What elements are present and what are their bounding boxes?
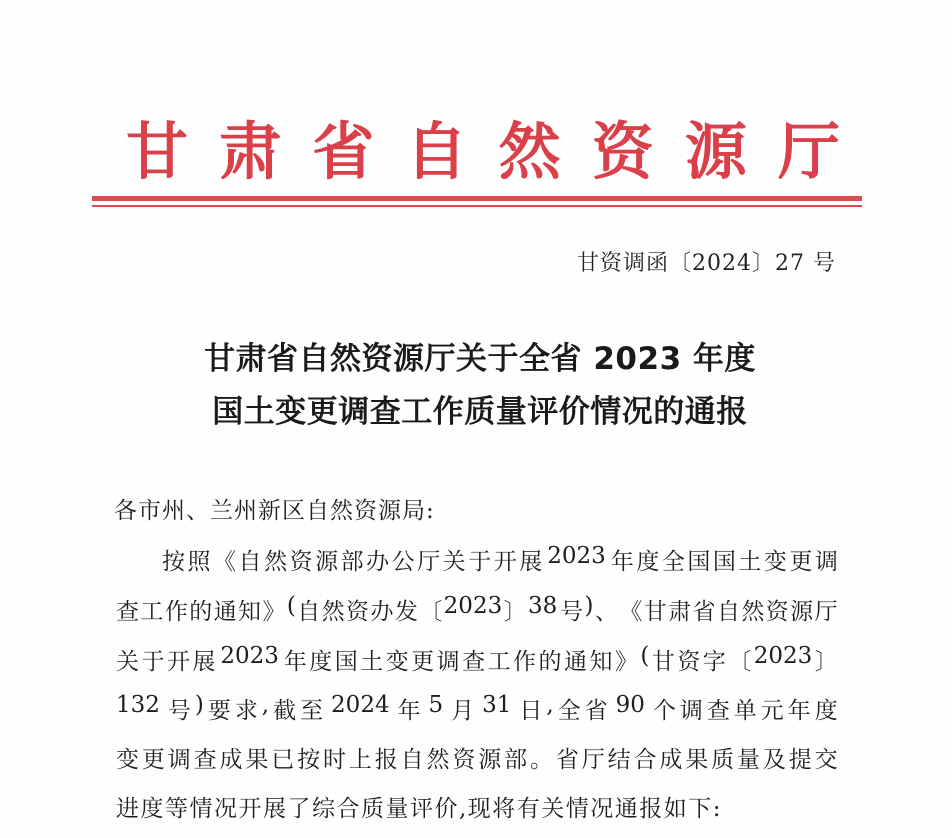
paragraph-line: 查 工 作 的 通 知 》 ( 自 然 资 办 发 〔 2023 〕 38 号 ) 、 《 甘 肃 省 自 然 资 源 厅	[116, 593, 838, 625]
org-name-char: 资	[591, 115, 654, 188]
org-name-char: 甘	[126, 115, 189, 188]
paragraph-line: 进度等情况开展了综合质量评价,现将有关情况通报如下:	[116, 796, 723, 822]
paragraph-line: 变 更 调 查 成 果 已 按 时 上 报 自 然 资 源 部 。 省 厅 结 合 成 果 质 量 及 提 交	[116, 747, 838, 773]
org-name-char: 省	[312, 115, 375, 188]
org-name-char: 肃	[219, 115, 282, 188]
header-divider-thin	[92, 205, 862, 207]
org-header	[92, 112, 862, 192]
document-number: 甘资调函〔2024〕27 号	[577, 251, 836, 276]
org-name-char: 然	[498, 115, 561, 188]
header-divider-thick	[92, 196, 862, 201]
salutation: 各市州、兰州新区自然资源局:	[114, 498, 435, 524]
org-name-char: 厅	[777, 115, 840, 188]
paragraph-line: 关 于 开 展 2023 年 度 国 土 变 更 调 查 工 作 的 通 知 》 ( 甘 资 字 〔 2023 〕	[116, 643, 838, 675]
paragraph-line: 按 照 《 自 然 资 源 部 办 公 厅 关 于 开 展 2023 年 度 全 国 国 土 变 更 调	[162, 543, 838, 575]
org-name-char: 源	[684, 115, 747, 188]
document-title-line-1: 甘肃省自然资源厅关于全省 2023 年度	[204, 341, 756, 377]
org-name-char: 自	[405, 115, 468, 188]
document-title-line-2: 国土变更调查工作质量评价情况的通报	[212, 394, 748, 430]
paragraph-line: 132 号 ) 要 求 , 截 至 2024 年 5 月 31 日 , 全 省 90 个 调 查 单 元 年 度	[116, 692, 838, 724]
